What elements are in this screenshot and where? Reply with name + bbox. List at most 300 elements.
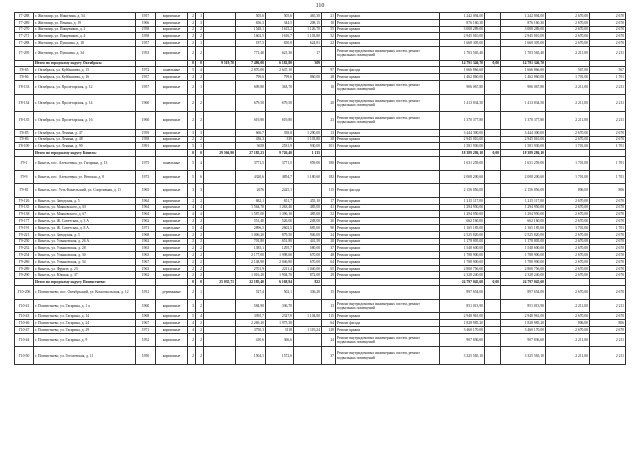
- table-row: [15, 197, 626, 204]
- work-type-cell: 97: [322, 67, 336, 74]
- floors-cell: 2: [188, 238, 196, 245]
- work-type-cell: 13: [322, 299, 336, 313]
- living-area-cell: 2701,9: [236, 265, 266, 272]
- living-area-cell: 619,80: [236, 112, 266, 130]
- wall-material-cell: панельные: [156, 67, 188, 74]
- total-cost-cell: Ремонт крыши: [336, 245, 440, 252]
- fund-cost-cell: 1 788 900,00: [440, 252, 485, 259]
- roof-area-cell: 1615,2: [266, 26, 294, 33]
- table-row: [15, 170, 626, 184]
- address-cell: г. Кинель, ул. Ж. Советская, д. 8 А: [34, 224, 136, 231]
- year-built-cell: 1960: [136, 112, 156, 130]
- entrances-cell: 2: [196, 299, 204, 313]
- total-area-cell: [204, 197, 236, 204]
- cell: 2 670: [590, 326, 626, 333]
- unit-cost-cell: 2 948 961,00: [501, 313, 546, 320]
- row-code-cell: Г9-9: [15, 170, 34, 184]
- floors-cell: 2: [188, 245, 196, 252]
- address-cell: г. Октябрьск, ул. Куйбышева, д. 16: [34, 74, 136, 81]
- fund-cost-cell: 2 525 820,00: [440, 231, 485, 238]
- total-cost-cell: Ремонт внутридомовых инженерных систем, ремонт подвальных помещений: [336, 112, 440, 130]
- address-cell: г. Октябрьск, ул. Пролетарская, д. 14: [34, 94, 136, 112]
- max-unit-cost-cell: 1 701,00: [546, 224, 590, 231]
- table-row: [15, 320, 626, 327]
- entrances-cell: 2: [196, 33, 204, 40]
- table-row: [15, 19, 626, 26]
- owner-cost-cell: [485, 19, 501, 26]
- owner-cost-cell: [485, 218, 501, 225]
- unit-cost-cell: 1 294 950,00: [501, 211, 546, 218]
- year-built-cell: 1967: [136, 258, 156, 265]
- year-built-cell: 1960: [136, 94, 156, 112]
- work-type-cell: 101: [322, 143, 336, 150]
- table-row: [15, 40, 626, 47]
- roof-area-cell: 1616,7: [266, 33, 294, 40]
- cell: 2 670: [590, 197, 626, 204]
- roof-area-cell: 9 726,40: [266, 150, 294, 157]
- cell: 2 670: [590, 313, 626, 320]
- year-built-cell: 1963: [136, 265, 156, 272]
- total-area-cell: 9 519,70: [204, 60, 236, 67]
- entrances-cell: 4: [196, 211, 204, 218]
- max-unit-cost-cell: [546, 60, 590, 67]
- total-cost-cell: Ремонт крыши: [336, 258, 440, 265]
- residents-cell: 860,00: [294, 74, 322, 81]
- total-cost-cell: Ремонт крыши: [336, 13, 440, 20]
- entrances-cell: 4: [196, 204, 204, 211]
- owner-cost-cell: [485, 136, 501, 143]
- total-cost-cell: Ремонт крыши: [336, 33, 440, 40]
- unit-cost-cell: 851 013,90: [501, 299, 546, 313]
- living-area-cell: 2 269,20: [236, 320, 266, 327]
- work-type-cell: 41: [322, 204, 336, 211]
- row-code-cell: Г10-46: [15, 320, 34, 327]
- living-area-cell: 7 486,00: [236, 60, 266, 67]
- max-unit-cost-cell: [546, 150, 590, 157]
- entrances-cell: 2: [196, 197, 204, 204]
- total-cost-cell: Ремонт крыши: [336, 231, 440, 238]
- wall-material-cell: кирпичные: [156, 26, 188, 33]
- table-row: [15, 272, 626, 279]
- living-area-cell: 799,6: [236, 74, 266, 81]
- owner-cost-cell: [485, 211, 501, 218]
- residents-cell: 959,00: [294, 156, 322, 170]
- residents-cell: [294, 299, 322, 313]
- total-area-cell: [204, 26, 236, 33]
- residents-cell: [294, 94, 322, 112]
- wall-material-cell: кирпичные: [156, 231, 188, 238]
- roof-area-cell: 651,7: [266, 197, 294, 204]
- fund-cost-cell: 2 945 010,00: [440, 33, 485, 40]
- subtotal-row: [15, 60, 626, 67]
- total-cost-cell: Ремонт фасада: [336, 320, 440, 327]
- max-unit-cost-cell: 2 670,00: [546, 218, 590, 225]
- entrances-cell: 2: [196, 333, 204, 347]
- work-type-cell: 38: [322, 136, 336, 143]
- entrances-cell: 2: [196, 136, 204, 143]
- living-area-cell: 2 870,00: [236, 67, 266, 74]
- address-cell: г. Похвистнево, ул. Гагарина, д. 9: [34, 333, 136, 347]
- address-cell: г. Похвистнево, пос. Октябрьский, ул. Комсомольская, д. 12: [34, 286, 136, 300]
- table-row: [15, 218, 626, 225]
- row-code-cell: Г7-288: [15, 40, 34, 47]
- wall-material-cell: кирпичные: [156, 46, 188, 60]
- max-unit-cost-cell: 2 211,00: [546, 46, 590, 60]
- max-unit-cost-cell: 2 211,00: [546, 94, 590, 112]
- owner-cost-cell: [485, 326, 501, 333]
- total-area-cell: [204, 326, 236, 333]
- work-type-cell: 18: [322, 19, 336, 26]
- wall-material-cell: [156, 60, 188, 67]
- total-area-cell: [204, 94, 236, 112]
- total-area-cell: [204, 204, 236, 211]
- floors-cell: 0: [188, 279, 196, 286]
- owner-cost-cell: [485, 252, 501, 259]
- max-unit-cost-cell: 806,00: [546, 184, 590, 198]
- fund-cost-cell: 2 948 961,00: [440, 313, 485, 320]
- owner-cost-cell: [485, 258, 501, 265]
- cell: 1 701: [590, 224, 626, 231]
- roof-area-cell: 366,6: [266, 333, 294, 347]
- fund-cost-cell: 3 008 289,00: [440, 26, 485, 33]
- roof-area-cell: 679,50: [266, 94, 294, 112]
- row-code-cell: Г8-134: [15, 94, 34, 112]
- owner-cost-cell: [485, 184, 501, 198]
- table-row: [15, 46, 626, 60]
- living-area-cell: 505,6: [236, 13, 266, 20]
- address-cell: г. Похвистнево, ул. Гоголевская, д. 11: [34, 347, 136, 365]
- total-cost-cell: Ремонт крыши: [336, 218, 440, 225]
- work-type-cell: 20: [322, 218, 336, 225]
- total-cost-cell: Ремонт крыши: [336, 129, 440, 136]
- total-cost-cell: Ремонт крыши: [336, 136, 440, 143]
- unit-cost-cell: 907 836,60: [501, 333, 546, 347]
- year-built-cell: 1966: [136, 19, 156, 26]
- owner-cost-cell: 0,00: [485, 150, 501, 157]
- unit-cost-cell: 2 945 010,00: [501, 136, 546, 143]
- table-row: [15, 33, 626, 40]
- wall-material-cell: кирпичные: [156, 170, 188, 184]
- residents-cell: 580,00: [294, 245, 322, 252]
- year-built-cell: 1957: [136, 13, 156, 20]
- owner-cost-cell: [485, 33, 501, 40]
- cell: 2 670: [590, 19, 626, 26]
- table-row: [15, 211, 626, 218]
- row-code-cell: Г7-295: [15, 46, 34, 60]
- entrances-cell: 2: [196, 245, 204, 252]
- roof-area-cell: 2602,5: [266, 224, 294, 231]
- unit-cost-cell: 18 389 286,10: [501, 150, 546, 157]
- total-area-cell: [204, 211, 236, 218]
- living-area-cell: 3771,5: [236, 156, 266, 170]
- row-code-cell: Г9-286: [15, 258, 34, 265]
- row-code-cell: Г8-86: [15, 136, 34, 143]
- roof-area-cell: 1 263,40: [266, 204, 294, 211]
- table-row: [15, 94, 626, 112]
- entrances-cell: 2: [196, 231, 204, 238]
- max-unit-cost-cell: 2 670,00: [546, 197, 590, 204]
- owner-cost-cell: [485, 204, 501, 211]
- entrances-cell: 2: [196, 94, 204, 112]
- owner-cost-cell: [485, 231, 501, 238]
- roof-area-cell: 6 182,80: [266, 60, 294, 67]
- residents-cell: 455,10: [294, 197, 322, 204]
- year-built-cell: 1972: [136, 67, 156, 74]
- year-built-cell: 1965: [136, 184, 156, 198]
- cell: 2 670: [590, 231, 626, 238]
- roof-area-cell: 619,80: [266, 112, 294, 130]
- owner-cost-cell: [485, 245, 501, 252]
- cell: 1 701: [590, 74, 626, 81]
- cell: 2 670: [590, 218, 626, 225]
- total-cost-cell: Ремонт фасада: [336, 67, 440, 74]
- owner-cost-cell: [485, 197, 501, 204]
- residents-cell: 930,00: [294, 143, 322, 150]
- max-unit-cost-cell: 2 670,00: [546, 19, 590, 26]
- fund-cost-cell: 662 160,00: [440, 218, 485, 225]
- living-area-cell: 3750,3: [236, 326, 266, 333]
- wall-material-cell: кирпичные: [156, 197, 188, 204]
- fund-cost-cell: 3 460 170,00: [440, 326, 485, 333]
- row-code-cell: Г9-138: [15, 211, 34, 218]
- row-code-cell: Г9-254: [15, 252, 34, 259]
- roof-area-cell: 363,70: [266, 80, 294, 94]
- total-cost-cell: Ремонт фасада: [336, 184, 440, 198]
- floors-cell: 5: [188, 224, 196, 231]
- floors-cell: 2: [188, 136, 196, 143]
- unit-cost-cell: 2 525 820,00: [501, 231, 546, 238]
- floors-cell: 2: [188, 218, 196, 225]
- residents-cell: 822: [294, 279, 322, 286]
- fund-cost-cell: 1 242 094,00: [440, 13, 485, 20]
- living-area-cell: 410,6: [236, 333, 266, 347]
- entrances-cell: 4: [196, 224, 204, 231]
- residents-cell: 1 290,00: [294, 129, 322, 136]
- unit-cost-cell: 1 370 377,80: [501, 112, 546, 130]
- fund-cost-cell: 1 462 860,00: [440, 74, 485, 81]
- total-area-cell: [204, 245, 236, 252]
- total-cost-cell: Ремонт крыши: [336, 19, 440, 26]
- year-built-cell: [136, 279, 156, 286]
- address-cell: г. Октябрьск, ул. Пролетарская, д. 12: [34, 80, 136, 94]
- address-cell: г. Кинель, пос. Алексеевка, ул. Гагарина, д. 13: [34, 156, 136, 170]
- entrances-cell: 2: [196, 252, 204, 259]
- living-area-cell: 2 177,00: [236, 252, 266, 259]
- wall-material-cell: кирпичные: [156, 313, 188, 320]
- max-unit-cost-cell: 2 211,00: [546, 80, 590, 94]
- row-code-cell: Г8-85: [15, 129, 34, 136]
- table-row: [15, 129, 626, 136]
- residents-cell: [294, 347, 322, 365]
- row-code-cell: Г9-126: [15, 197, 34, 204]
- residents-cell: 872,00: [294, 272, 322, 279]
- year-built-cell: 1950: [136, 347, 156, 365]
- row-code-cell: Г10-44: [15, 333, 34, 347]
- row-code-cell: Г8-66: [15, 74, 34, 81]
- floors-cell: 0: [188, 150, 196, 157]
- total-cost-cell: [336, 279, 440, 286]
- total-cost-cell: Ремонт крыши: [336, 252, 440, 259]
- unit-cost-cell: 1 581 930,00: [501, 143, 546, 150]
- roof-area-cell: 339: [266, 136, 294, 143]
- max-unit-cost-cell: 2 670,00: [546, 211, 590, 218]
- total-cost-cell: Ремонт крыши: [336, 156, 440, 170]
- fund-cost-cell: 1 631 259,00: [440, 156, 485, 170]
- max-unit-cost-cell: 806,00: [546, 320, 590, 327]
- max-unit-cost-cell: 2 211,00: [546, 299, 590, 313]
- wall-material-cell: кирпичные: [156, 94, 188, 112]
- owner-cost-cell: [485, 265, 501, 272]
- work-type-cell: 64: [322, 258, 336, 265]
- table-row: [15, 245, 626, 252]
- year-built-cell: [136, 60, 156, 67]
- living-area-cell: 584,90: [236, 299, 266, 313]
- address-cell: г. Октябрьск, ул. Ленина, д. 48: [34, 136, 136, 143]
- entrances-cell: 1: [196, 286, 204, 300]
- unit-cost-cell: 1 215 117,00: [501, 197, 546, 204]
- max-unit-cost-cell: 2 670,00: [546, 26, 590, 33]
- address-cell: г. Кинель, ул. Ульяновская, д. 34: [34, 258, 136, 265]
- unit-cost-cell: 2 156 856,00: [501, 184, 546, 198]
- table-row: [15, 333, 626, 347]
- year-built-cell: 1964: [136, 204, 156, 211]
- total-area-cell: [204, 184, 236, 198]
- row-code-cell: Г9-191: [15, 224, 34, 231]
- entrances-cell: 6: [196, 170, 204, 184]
- fund-cost-cell: 1 215 117,00: [440, 197, 485, 204]
- owner-cost-cell: [485, 74, 501, 81]
- residents-cell: 248,00: [294, 218, 322, 225]
- owner-cost-cell: 0,00: [485, 60, 501, 67]
- total-cost-cell: Ремонт крыши: [336, 40, 440, 47]
- owner-cost-cell: [485, 26, 501, 33]
- cell: 2 670: [590, 26, 626, 33]
- roof-area-cell: 621,30: [266, 46, 294, 60]
- fund-cost-cell: 1 370 377,80: [440, 112, 485, 130]
- address-cell: г. Октябрьск, ул. Пролетарская, д. 16: [34, 112, 136, 130]
- table-row: [15, 143, 626, 150]
- work-type-cell: 65: [322, 265, 336, 272]
- total-area-cell: [204, 143, 236, 150]
- entrances-cell: 3: [196, 19, 204, 26]
- work-type-cell: 90: [322, 224, 336, 231]
- year-built-cell: 1957: [136, 40, 156, 47]
- work-type-cell: 15: [322, 286, 336, 300]
- address-cell: г. Кинель, пос. Алексеевка, ул. Невская, д. 8: [34, 170, 136, 184]
- total-area-cell: [204, 136, 236, 143]
- row-code-cell: Г10-206: [15, 286, 34, 300]
- roof-area-cell: 526,00: [266, 218, 294, 225]
- year-built-cell: 1959: [136, 129, 156, 136]
- living-area-cell: 2 148,90: [236, 258, 266, 265]
- roof-area-cell: 1 904,70: [266, 272, 294, 279]
- wall-material-cell: кирпичные: [156, 129, 188, 136]
- total-cost-cell: Ремонт крыши: [336, 272, 440, 279]
- unit-cost-cell: 662 160,00: [501, 218, 546, 225]
- residents-cell: 1 135: [294, 150, 322, 157]
- owner-cost-cell: [485, 80, 501, 94]
- table-row: [15, 326, 626, 333]
- roof-area-cell: 1572,6: [266, 347, 294, 365]
- roof-area-cell: 2531,9: [266, 143, 294, 150]
- roof-area-cell: 6 168,94: [266, 279, 294, 286]
- total-cost-cell: Ремонт внутридомовых инженерных систем, ремонт подвальных помещений: [336, 347, 440, 365]
- total-area-cell: [204, 129, 236, 136]
- table-row: [15, 299, 626, 313]
- owner-cost-cell: [485, 224, 501, 231]
- wall-material-cell: деревянные: [156, 286, 188, 300]
- wall-material-cell: кирпичные: [156, 272, 188, 279]
- entrances-cell: 2: [196, 46, 204, 60]
- living-area-cell: 609,80: [236, 80, 266, 94]
- table-row: [15, 136, 626, 143]
- total-area-cell: [204, 67, 236, 74]
- wall-material-cell: [156, 150, 188, 157]
- roof-area-cell: 336,70: [266, 299, 294, 313]
- cell: 2 670: [590, 13, 626, 20]
- living-area-cell: 436,3: [236, 136, 266, 143]
- fund-cost-cell: 3 325 565,10: [440, 347, 485, 365]
- total-area-cell: [204, 320, 236, 327]
- wall-material-cell: кирпичные: [156, 184, 188, 198]
- unit-cost-cell: 1 413 834,50: [501, 94, 546, 112]
- fund-cost-cell: 24 797 045,60: [440, 279, 485, 286]
- total-area-cell: [204, 238, 236, 245]
- entrances-cell: 4: [196, 313, 204, 320]
- unit-cost-cell: 1 788 900,00: [501, 258, 546, 265]
- year-built-cell: 1963: [136, 245, 156, 252]
- row-code-cell: Г10-50: [15, 347, 34, 365]
- total-area-cell: [204, 112, 236, 130]
- cell: 2 670: [590, 258, 626, 265]
- living-area-cell: 4320,6: [236, 170, 266, 184]
- address-cell: г. Житомир, ул. Пушкина, д. 18: [34, 40, 136, 47]
- address-cell: г. Похвистнево, ул. Гагарина, д. 14: [34, 313, 136, 320]
- fund-cost-cell: 876 160,30: [440, 19, 485, 26]
- residents-cell: [294, 320, 322, 327]
- address-cell: г. Житомир, ул. Никитина, д. 54: [34, 13, 136, 20]
- total-cost-cell: Ремонт крыши: [336, 211, 440, 218]
- unit-cost-cell: 1 462 860,00: [501, 74, 546, 81]
- total-cost-cell: Ремонт крыши: [336, 313, 440, 320]
- address-cell: г. Октябрьск, ул. Куйбышева, д. 15: [34, 67, 136, 74]
- address-cell: Итого по городскому округу Октябрьск:: [34, 60, 136, 67]
- address-cell: г. Кинель, ул. Маяковского, д. 65: [34, 204, 136, 211]
- work-type-cell: 28: [322, 74, 336, 81]
- wall-material-cell: кирпичные: [156, 13, 188, 20]
- roof-area-cell: 3118: [266, 326, 294, 333]
- floors-cell: 2: [188, 258, 196, 265]
- total-area-cell: [204, 74, 236, 81]
- fund-cost-cell: 14 791 346,70: [440, 60, 485, 67]
- roof-area-cell: 4854,7: [266, 170, 294, 184]
- wall-material-cell: кирпичные: [156, 204, 188, 211]
- row-code-cell: Г10-41: [15, 299, 34, 313]
- living-area-cell: 187,5: [236, 40, 266, 47]
- fund-cost-cell: 1 413 834,50: [440, 94, 485, 112]
- wall-material-cell: [156, 279, 188, 286]
- address-cell: г. Кинель, ул. Южная, д. 37: [34, 272, 136, 279]
- floors-cell: 2: [188, 272, 196, 279]
- table-row: [15, 74, 626, 81]
- max-unit-cost-cell: 1 701,00: [546, 143, 590, 150]
- year-built-cell: 1962: [136, 218, 156, 225]
- year-built-cell: 1973: [136, 170, 156, 184]
- fund-cost-cell: 897 654,00: [440, 286, 485, 300]
- year-built-cell: 1971: [136, 326, 156, 333]
- address-cell: г. Октябрьск, ул. Ленина, д. 47: [34, 129, 136, 136]
- cell: 2 211: [590, 46, 626, 60]
